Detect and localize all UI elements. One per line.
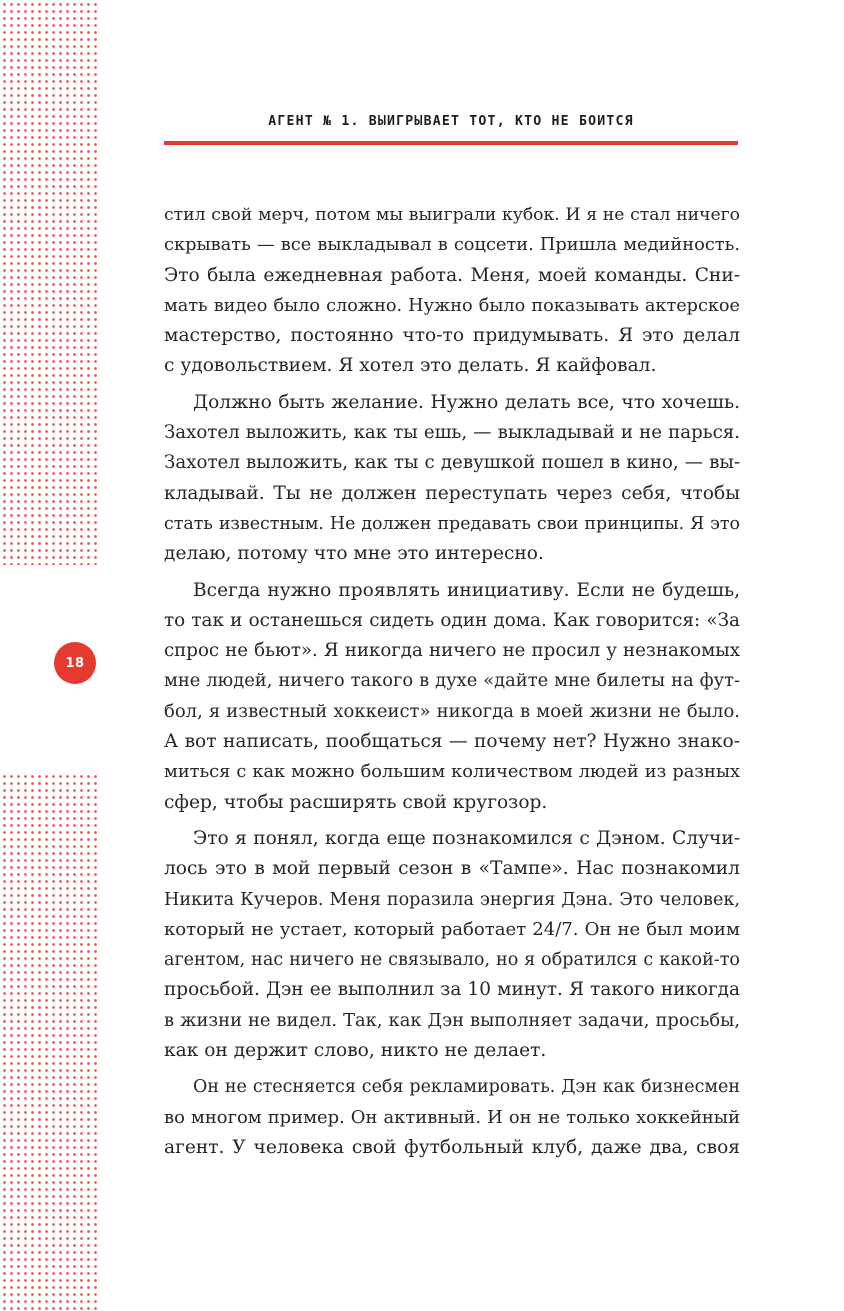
text-line: в жизни не видел. Так, как Дэн выполняет задачи, просьбы, <box>164 1009 740 1031</box>
text-line: мать видео было сложно. Нужно было показывать актерское <box>164 295 740 316</box>
text-line: бол, я известный хоккеист» никогда в моей жизни не было. <box>164 700 740 722</box>
text-line: Должно быть желание. Нужно делать все, что хочешь. <box>193 391 740 413</box>
text-line: просьбой. Дэн ее выполнил за 10 минут. Я такого никогда <box>164 979 740 1001</box>
text-line: стил свой мерч, потом мы выиграли кубок. И я не стал ничего <box>164 205 740 225</box>
text-line: Всегда нужно проявлять инициативу. Если не будешь, <box>193 579 740 601</box>
text-line: лось это в мой первый сезон в «Тампе». Нас познакомил <box>164 858 740 880</box>
text-line: Это была ежедневная работа. Меня, моей команды. Сни- <box>164 264 740 286</box>
text-line: то так и останешься сидеть один дома. Как говорится: «За <box>164 609 740 631</box>
paragraph <box>164 200 740 382</box>
text-line: кладывай. Ты не должен переступать через себя, чтобы <box>164 482 740 504</box>
text-line: делаю, потому что мне это интересно. <box>164 543 544 565</box>
text-line: Он не стесняется себя рекламировать. Дэн как бизнесмен <box>193 1077 740 1098</box>
text-line: Захотел выложить, как ты с девушкой пошел в кино, — вы- <box>164 452 740 474</box>
paragraph <box>164 388 740 570</box>
page-number-badge <box>54 642 96 684</box>
text-line: который не устает, который работает 24/7. Он не был моим <box>164 918 740 940</box>
paragraph <box>164 576 740 818</box>
paragraph <box>164 1072 740 1163</box>
header-rule <box>164 141 738 145</box>
text-line: Никита Кучеров. Меня поразила энергия Дэна. Это человек, <box>164 889 740 910</box>
paragraph <box>164 824 740 1066</box>
text-line: скрывать — все выкладывал в соцсети. Пришла медийность. <box>164 234 740 256</box>
text-line: Это я понял, когда еще познакомился с Дэном. Случи- <box>193 827 740 849</box>
text-line: с удовольствием. Я хотел это делать. Я кайфовал. <box>164 355 657 377</box>
dotted-margin-pattern-top <box>0 0 98 565</box>
text-line: стать известным. Не должен предавать свои принципы. Я это <box>164 513 740 534</box>
text-line: А вот написать, пообщаться — почему нет? Нужно знако- <box>164 731 740 753</box>
text-line: агентом, нас ничего не связывало, но я обратился с какой-то <box>164 950 740 971</box>
text-line: как он держит слово, никто не делает. <box>164 1040 547 1062</box>
dotted-margin-pattern-bottom <box>0 772 98 1311</box>
text-line: агент. У человека свой футбольный клуб, даже два, своя <box>164 1136 740 1158</box>
text-line: спрос не бьют». Я никогда ничего не просил у незнакомых <box>164 640 740 662</box>
body-text <box>164 200 740 1163</box>
text-line: миться с как можно большим количеством людей из разных <box>164 762 740 783</box>
text-line: мастерство, постоянно что-то придумывать. Я это делал <box>164 325 740 347</box>
text-line: во многом пример. Он активный. И он не только хоккейный <box>164 1106 740 1128</box>
running-header: АГЕНТ № 1. ВЫИГРЫВАЕТ ТОТ, КТО НЕ БОИТСЯ <box>268 114 634 129</box>
text-line: Захотел выложить, как ты ешь, — выкладывай и не парься. <box>164 422 740 444</box>
text-line: сфер, чтобы расширять свой кругозор. <box>164 791 548 813</box>
text-line: мне людей, ничего такого в духе «дайте мне билеты на фут- <box>164 670 740 692</box>
page-number: 18 <box>65 655 85 671</box>
